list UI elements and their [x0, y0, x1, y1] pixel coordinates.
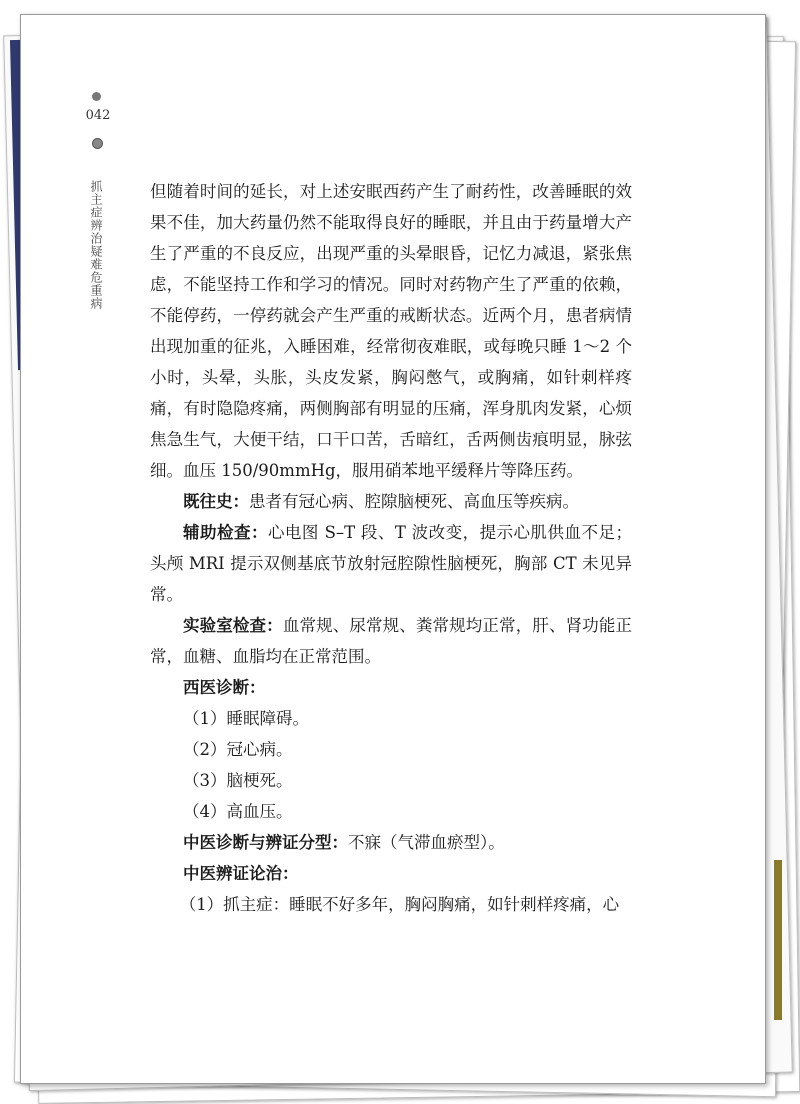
paragraph: 但随着时间的延长，对上述安眠西药产生了耐药性，改善睡眠的效果不佳，加大药量仍然不能取得良好的睡眠，并且由于药量增大产生了严重的不良反应，出现严重的头晕眼昏，记忆力减退，紧张焦虑，不能坚持工作和学习的情况。同时对药物产生了严重的依赖，不能停药，一停药就会产生严重的戒断状态。近两个月，患者病情出现加重的征兆，入睡困难，经常彻夜难眠，或每晚只睡 1～2 个小时，头晕，头胀，头皮发紧，胸闷憋气，或胸痛，如针刺样疼痛，有时隐隐疼痛，两侧胸部有明显的压痛，浑身肌肉发紧，心烦焦急生气，大便干结，口干口苦，舌暗红，舌两侧齿痕明显，脉弦细。血压 150/90mmHg，服用硝苯地平缓释片等降压药。	[150, 182, 632, 480]
section-text: 患者有冠心病、腔隙脑梗死、高血压等疾病。	[249, 492, 579, 511]
section-text: 心电图 S–T 段、T 波改变，提示心肌供血不足；头颅 MRI 提示双侧基底节放射冠腔隙性脑梗死，胸部 CT 未见异常。	[150, 523, 632, 604]
lab-exam-paragraph	[150, 610, 632, 672]
section-label: 辅助检查：	[183, 523, 268, 542]
western-dx-heading	[150, 672, 632, 703]
section-label: 既往史：	[183, 492, 249, 511]
list-item: （2）冠心病。	[183, 740, 293, 759]
page-number-ornament	[92, 138, 103, 149]
section-label: 实验室检查：	[183, 616, 283, 635]
tcm-dx-paragraph	[150, 827, 632, 858]
section-label: 中医辨证论治：	[183, 864, 299, 883]
page-number: 042	[85, 108, 111, 123]
running-title: 抓主症辨治疑难危重病	[89, 180, 103, 310]
cover-edge	[774, 860, 782, 1020]
list-item: （1）睡眠障碍。	[183, 709, 309, 728]
list-item: （4）高血压。	[183, 802, 293, 821]
page-number-ornament	[92, 92, 101, 101]
section-label: 中医诊断与辨证分型：	[183, 833, 348, 852]
page-body	[150, 176, 632, 920]
list-item: （3）脑梗死。	[183, 771, 293, 790]
aux-exam-paragraph	[150, 517, 632, 610]
section-text: 不寐（气滞血瘀型）。	[348, 833, 505, 852]
section-text: 血常规、尿常规、粪常规均正常，肝、肾功能正常，血糖、血脂均在正常范围。	[150, 616, 633, 666]
section-label: 西医诊断：	[183, 678, 266, 697]
list-item: （1）抓主症：睡眠不好多年，胸闷胸痛，如针刺样疼痛，心	[179, 895, 620, 914]
tcm-treatment-heading	[150, 858, 632, 889]
history-paragraph	[150, 486, 632, 517]
